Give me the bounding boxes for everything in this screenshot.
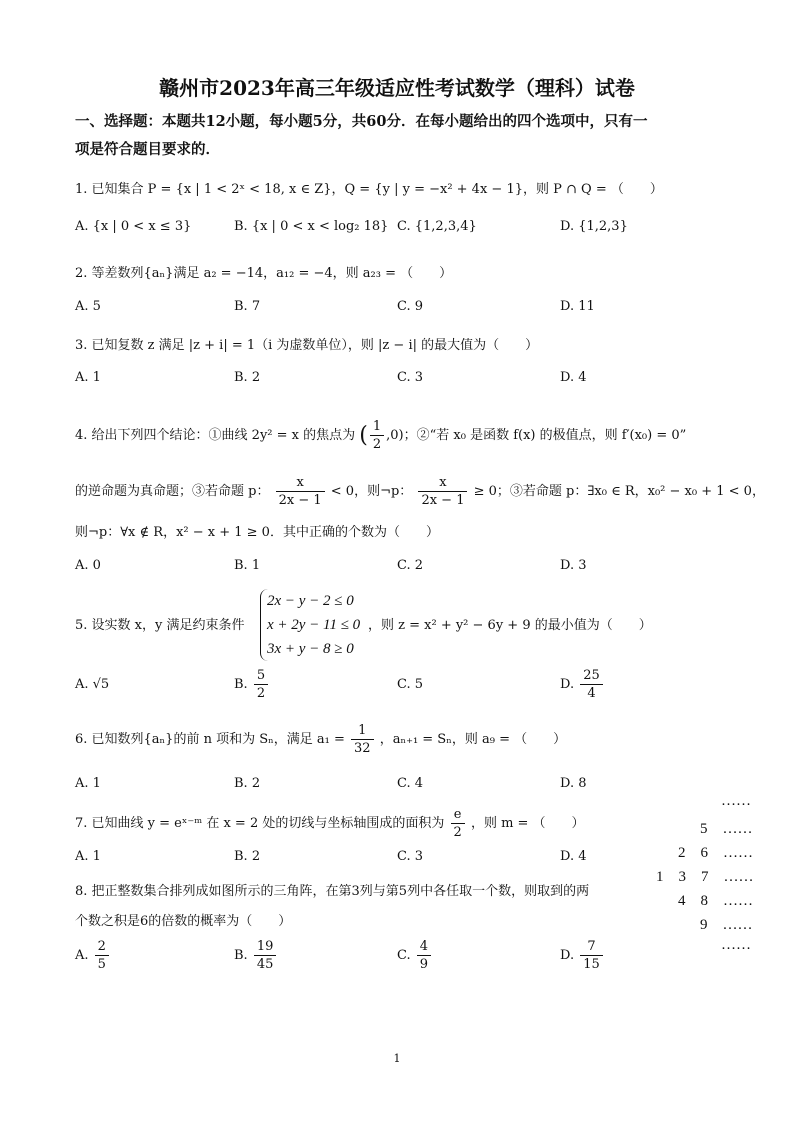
q3-option-c: C. 3	[397, 370, 424, 385]
question-1-stem: 1. 已知集合 P = {x | 1 < 2ˣ < 18, x ∈ Z}，Q = {y | y = −x² + 4x − 1}，则 P ∩ Q = （ ）	[75, 182, 663, 197]
q4-option-a: A. 0	[75, 558, 101, 573]
q2-option-b: B. 7	[234, 299, 261, 314]
triangle-row-0: ……	[721, 793, 751, 809]
q4-option-d: D. 3	[560, 558, 587, 573]
q6-option-d: D. 8	[560, 776, 587, 791]
question-2-stem: 2. 等差数列{aₙ}满足 a₂ = −14，a₁₂ = −4，则 a₂₃ = （ ）	[75, 266, 453, 281]
q5-option-d: D. $\frac{25}{4}$	[560, 667, 605, 702]
q5-option-c: C. 5	[397, 677, 424, 692]
q4-focus-fraction: $\frac{1}{2}$	[370, 418, 384, 453]
triangle-row-4: 4 8 ……	[678, 893, 754, 909]
q8-option-d: D. $\frac{7}{15}$	[560, 938, 605, 973]
q7-option-a: A. 1	[75, 849, 101, 864]
question-4-line2: 的逆命题为真命题；③若命题 p： $\frac{x}{2x - 1}$ < 0，则¬p： $\frac{x}{2x - 1}$ ≥ 0；③若命题 p：∃x₀ ∈ R，x₀² − x₀ + 1 < 0，	[75, 475, 765, 508]
triangle-row-5: 9 ……	[700, 917, 753, 933]
q1-option-a: A. {x | 0 < x ≤ 3}	[75, 219, 192, 234]
question-8-line2: 个数之积是6的倍数的概率为（ ）	[75, 914, 292, 929]
q5-option-b: B. $\frac{5}{2}$	[234, 667, 270, 702]
q6-option-b: B. 2	[234, 776, 261, 791]
q5-option-a: A. √5	[75, 677, 110, 692]
q6-option-c: C. 4	[397, 776, 424, 791]
question-7-stem: 7. 已知曲线 y = eˣ⁻ᵐ 在 x = 2 处的切线与坐标轴围成的面积为 $\frac{e}{2}$ ，则 m = （ ）	[75, 807, 585, 840]
q5-constraint-3: 3x + y − 8 ≥ 0	[267, 641, 354, 657]
exam-title: 赣州市2023年高三年级适应性考试数学（理科）试卷	[159, 76, 635, 100]
q8-option-a: A. $\frac{2}{5}$	[75, 938, 111, 973]
triangle-row-3: 1 3 7 ……	[656, 869, 754, 885]
q2-option-d: D. 11	[560, 299, 595, 314]
q7-option-b: B. 2	[234, 849, 261, 864]
q2-option-a: A. 5	[75, 299, 101, 314]
question-4-line1: 4. 给出下列四个结论：①曲线 2y² = x 的焦点为 ( $\frac{1}{2}$ ,0)；②“若 x₀ 是函数 f(x) 的极值点，则 f′(x₀) = 0”	[75, 419, 687, 452]
q5-constraint-1: 2x − y − 2 ≤ 0	[267, 593, 354, 609]
triangle-row-2: 2 6 ……	[678, 845, 754, 861]
q5-constraint-2: x + 2y − 11 ≤ 0	[267, 617, 361, 633]
q4-option-b: B. 1	[234, 558, 261, 573]
question-6-stem: 6. 已知数列{aₙ}的前 n 项和为 Sₙ，满足 a₁ = $\frac{1}{32}$ ，aₙ₊₁ = Sₙ，则 a₉ = （ ）	[75, 723, 567, 756]
q3-option-b: B. 2	[234, 370, 261, 385]
q4-option-c: C. 2	[397, 558, 424, 573]
triangle-row-6: ……	[721, 937, 751, 953]
question-3-stem: 3. 已知复数 z 满足 |z + i| = 1（i 为虚数单位），则 |z − i| 的最大值为（ ）	[75, 338, 539, 353]
q2-option-c: C. 9	[397, 299, 424, 314]
q7-option-c: C. 3	[397, 849, 424, 864]
question-5-stem-a: 5. 设实数 x，y 满足约束条件	[75, 618, 245, 633]
q8-option-c: C. $\frac{4}{9}$	[397, 938, 433, 973]
q4-fraction-1: $\frac{x}{2x - 1}$	[276, 474, 325, 509]
q4-fraction-2: $\frac{x}{2x - 1}$	[418, 474, 467, 509]
section-heading-line1: 一、选择题：本题共12小题，每小题5分，共60分．在每小题给出的四个选项中，只有一	[75, 113, 648, 130]
q3-option-a: A. 1	[75, 370, 101, 385]
q6-option-a: A. 1	[75, 776, 101, 791]
question-4-line3: 则¬p：∀x ∉ R，x² − x + 1 ≥ 0．其中正确的个数为（ ）	[75, 525, 439, 540]
question-8-line1: 8. 把正整数集合排列成如图所示的三角阵，在第3列与第5列中各任取一个数，则取到的两	[75, 884, 590, 899]
q7-option-d: D. 4	[560, 849, 587, 864]
question-5-stem-b: ，则 z = x² + y² − 6y + 9 的最小值为（ ）	[368, 618, 652, 633]
q8-option-b: B. $\frac{19}{45}$	[234, 938, 278, 973]
q1-option-b: B. {x | 0 < x < log₂ 18}	[234, 219, 389, 234]
q5-constraint-system	[260, 589, 360, 661]
q1-option-c: C. {1,2,3,4}	[397, 219, 477, 234]
section-heading-line2: 项是符合题目要求的．	[75, 141, 220, 158]
q3-option-d: D. 4	[560, 370, 587, 385]
page-number: 1	[393, 1052, 401, 1065]
triangle-row-1: 5 ……	[700, 821, 753, 837]
q1-option-d: D. {1,2,3}	[560, 219, 628, 234]
